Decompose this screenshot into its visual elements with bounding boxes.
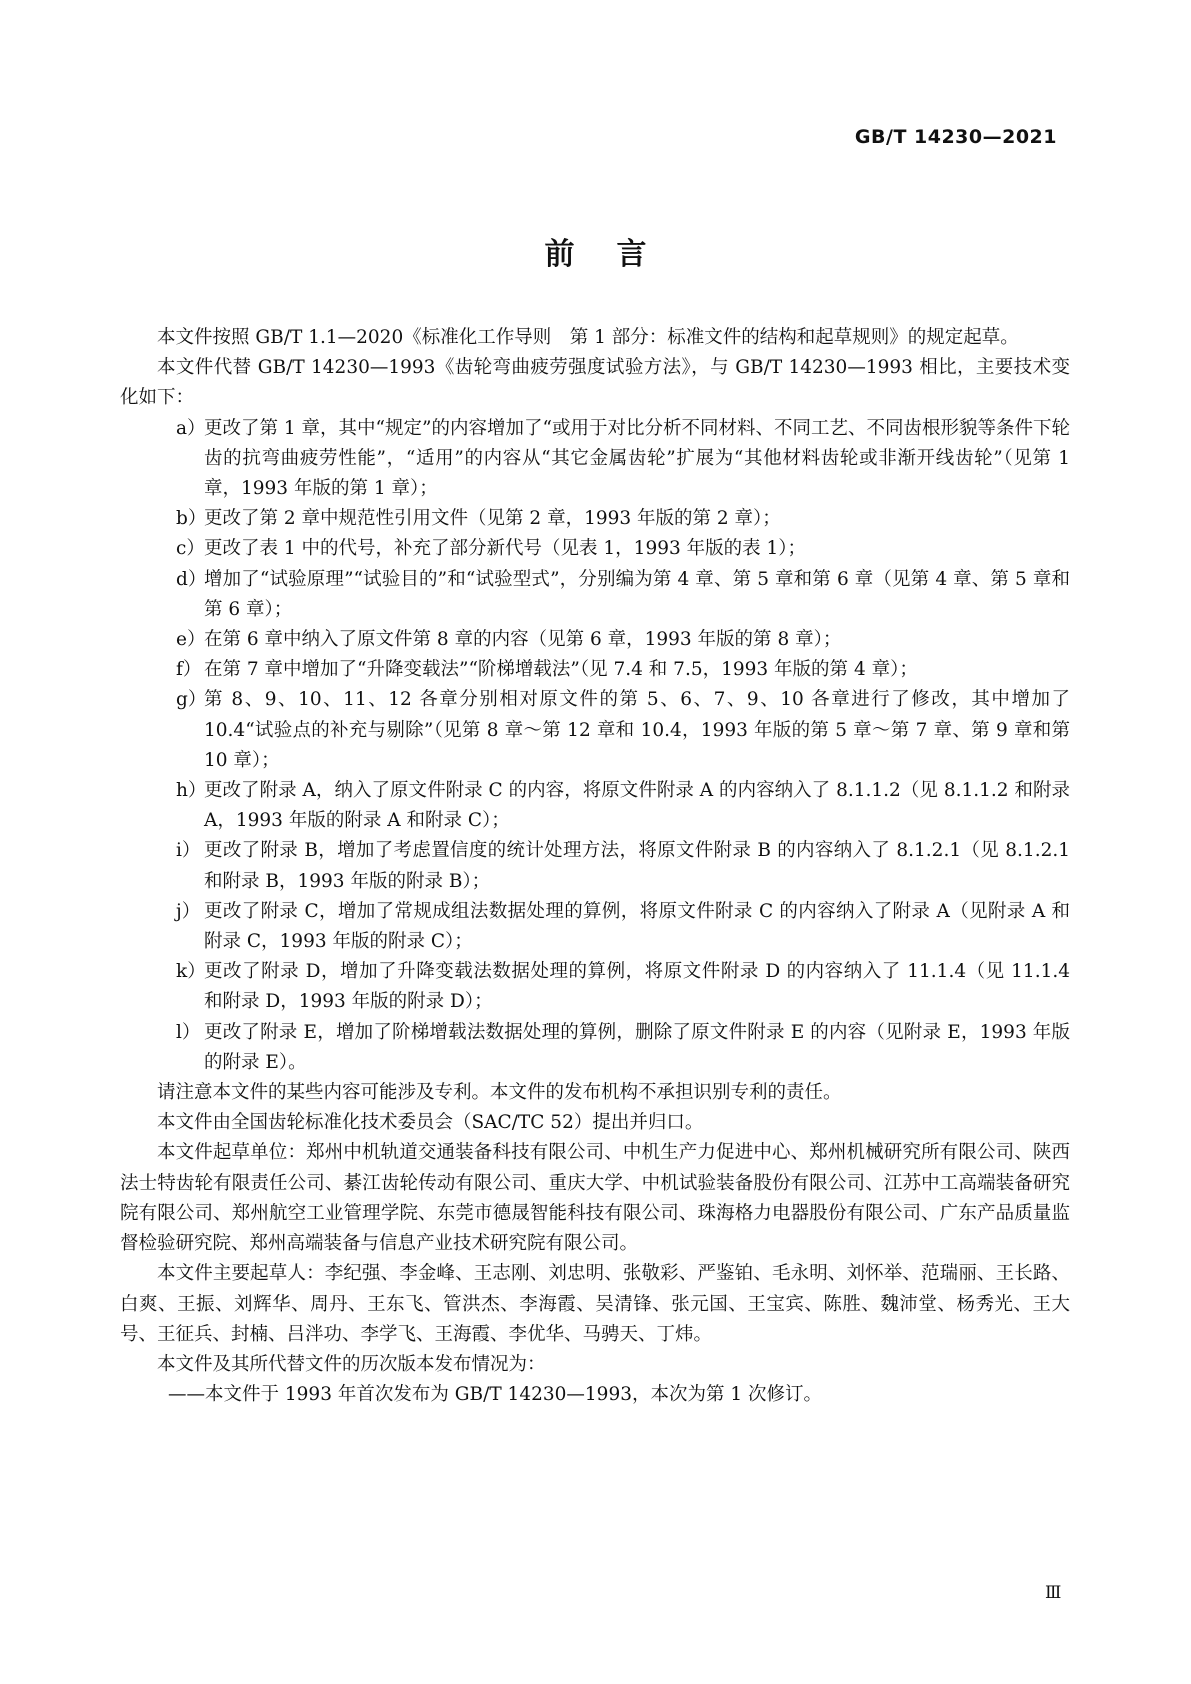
change-item — [120, 534, 1070, 564]
intro-paragraph: 本文件按照 GB/T 1.1—2020《标准化工作导则 第 1 部分：标准文件的结构和起草规则》的规定起草。 — [157, 327, 1019, 348]
change-item — [120, 957, 1070, 1017]
list-marker: k） — [176, 961, 206, 983]
list-text: 在第 6 章中纳入了原文件第 8 章的内容（见第 6 章，1993 年版的第 8 章）； — [204, 629, 842, 651]
list-marker: l） — [176, 1021, 201, 1043]
list-marker: j） — [176, 900, 201, 922]
change-item — [120, 504, 1070, 534]
change-item — [120, 625, 1070, 655]
standard-code: GB/T 14230—2021 — [854, 126, 1057, 148]
list-text: 更改了附录 C，增加了常规成组法数据处理的算例，将原文件附录 C 的内容纳入了附录 A（见附录 A 和附录 C，1993 年版的附录 C）； — [204, 900, 1070, 953]
list-text: 更改了表 1 中的代号，补充了部分新代号（见表 1，1993 年版的表 1）； — [204, 538, 807, 560]
page-number: Ⅲ — [1045, 1583, 1062, 1603]
history-intro: 本文件及其所代替文件的历次版本发布情况为： — [157, 1353, 546, 1375]
list-marker: h） — [176, 780, 207, 802]
history-item: ——本文件于 1993 年首次发布为 GB/T 14230—1993，本次为第 1 次修订。 — [168, 1384, 823, 1406]
list-marker: e） — [176, 629, 206, 651]
change-item — [120, 776, 1070, 836]
list-marker: g） — [176, 689, 207, 711]
foreword-body — [120, 323, 1070, 1410]
list-marker: b） — [176, 508, 207, 530]
list-marker: c） — [176, 538, 205, 560]
change-item — [120, 655, 1070, 685]
list-text: 更改了附录 E，增加了阶梯增载法数据处理的算例，删除了原文件附录 E 的内容（见附录 E，1993 年版的附录 E）。 — [204, 1021, 1070, 1073]
change-item — [120, 685, 1070, 776]
change-item — [120, 836, 1070, 896]
list-text: 在第 7 章中增加了“升降变载法”“阶梯增载法”（见 7.4 和 7.5，1993 年版的第 4 章）； — [204, 659, 918, 681]
change-item — [120, 565, 1070, 625]
list-marker: a） — [176, 417, 206, 439]
page-title: 前言 — [544, 237, 689, 272]
patent-notice: 请注意本文件的某些内容可能涉及专利。本文件的发布机构不承担识别专利的责任。 — [157, 1082, 842, 1104]
list-text: 第 8、9、10、11、12 各章分别相对原文件的第 5、6、7、9、10 各章进行了修改，其中增加了 10.4“试验点的补充与剔除”（见第 8 章～第 12 章和 10.4，1993 年版的第 5 章～第 7 章、第 9 章和第 10 章）； — [204, 689, 1070, 771]
list-text: 更改了附录 A，纳入了原文件附录 C 的内容，将原文件附录 A 的内容纳入了 8.1.1.2（见 8.1.1.2 和附录 A，1993 年版的附录 A 和附录 C）； — [204, 780, 1070, 832]
list-marker: d） — [176, 568, 207, 590]
change-item — [120, 414, 1070, 505]
intro-paragraph: 本文件代替 GB/T 14230—1993《齿轮弯曲疲劳强度试验方法》，与 GB/T 14230—1993 相比，主要技术变化如下： — [120, 357, 1070, 409]
drafters-paragraph: 本文件主要起草人：李纪强、李金峰、王志刚、刘忠明、张敬彩、严鉴铂、毛永明、刘怀举、范瑞丽、王长路、白爽、王振、刘辉华、周丹、王东飞、管洪杰、李海霞、吴清锋、张元国、王宝宾、陈胜、魏沛堂、杨秀光、王大号、王征兵、封楠、吕泮功、李学飞、王海霞、李优华、马骋天、丁炜。 — [120, 1263, 1070, 1345]
list-text: 增加了“试验原理”“试验目的”和“试验型式”，分别编为第 4 章、第 5 章和第 6 章（见第 4 章、第 5 章和第 6 章）； — [204, 568, 1070, 620]
list-text: 更改了第 1 章，其中“规定”的内容增加了“或用于对比分析不同材料、不同工艺、不同齿根形貌等条件下轮齿的抗弯曲疲劳性能”，“适用”的内容从“其它金属齿轮”扩展为“其他材料齿轮或非渐开线齿轮”（见第 1 章，1993 年版的第 1 章）； — [204, 417, 1070, 500]
list-text: 更改了第 2 章中规范性引用文件（见第 2 章，1993 年版的第 2 章）； — [204, 508, 781, 530]
list-marker: i） — [176, 840, 201, 862]
drafting-units-paragraph: 本文件起草单位：郑州中机轨道交通装备科技有限公司、中机生产力促进中心、郑州机械研究所有限公司、陕西法士特齿轮有限责任公司、綦江齿轮传动有限公司、重庆大学、中机试验装备股份有限公司、江苏中工高端装备研究院有限公司、郑州航空工业管理学院、东莞市德晟智能科技有限公司、珠海格力电器股份有限公司、广东产品质量监督检验研究院、郑州高端装备与信息产业技术研究院有限公司。 — [120, 1142, 1070, 1255]
list-text: 更改了附录 B，增加了考虑置信度的统计处理方法，将原文件附录 B 的内容纳入了 8.1.2.1（见 8.1.2.1 和附录 B，1993 年版的附录 B）； — [204, 840, 1070, 892]
change-item — [120, 1018, 1070, 1078]
list-marker: f） — [176, 659, 202, 681]
list-text: 更改了附录 D，增加了升降变载法数据处理的算例，将原文件附录 D 的内容纳入了 11.1.4（见 11.1.4 和附录 D，1993 年版的附录 D）； — [204, 961, 1070, 1013]
proposer-paragraph: 本文件由全国齿轮标准化技术委员会（SAC/TC 52）提出并归口。 — [157, 1112, 704, 1134]
change-item — [120, 897, 1070, 957]
